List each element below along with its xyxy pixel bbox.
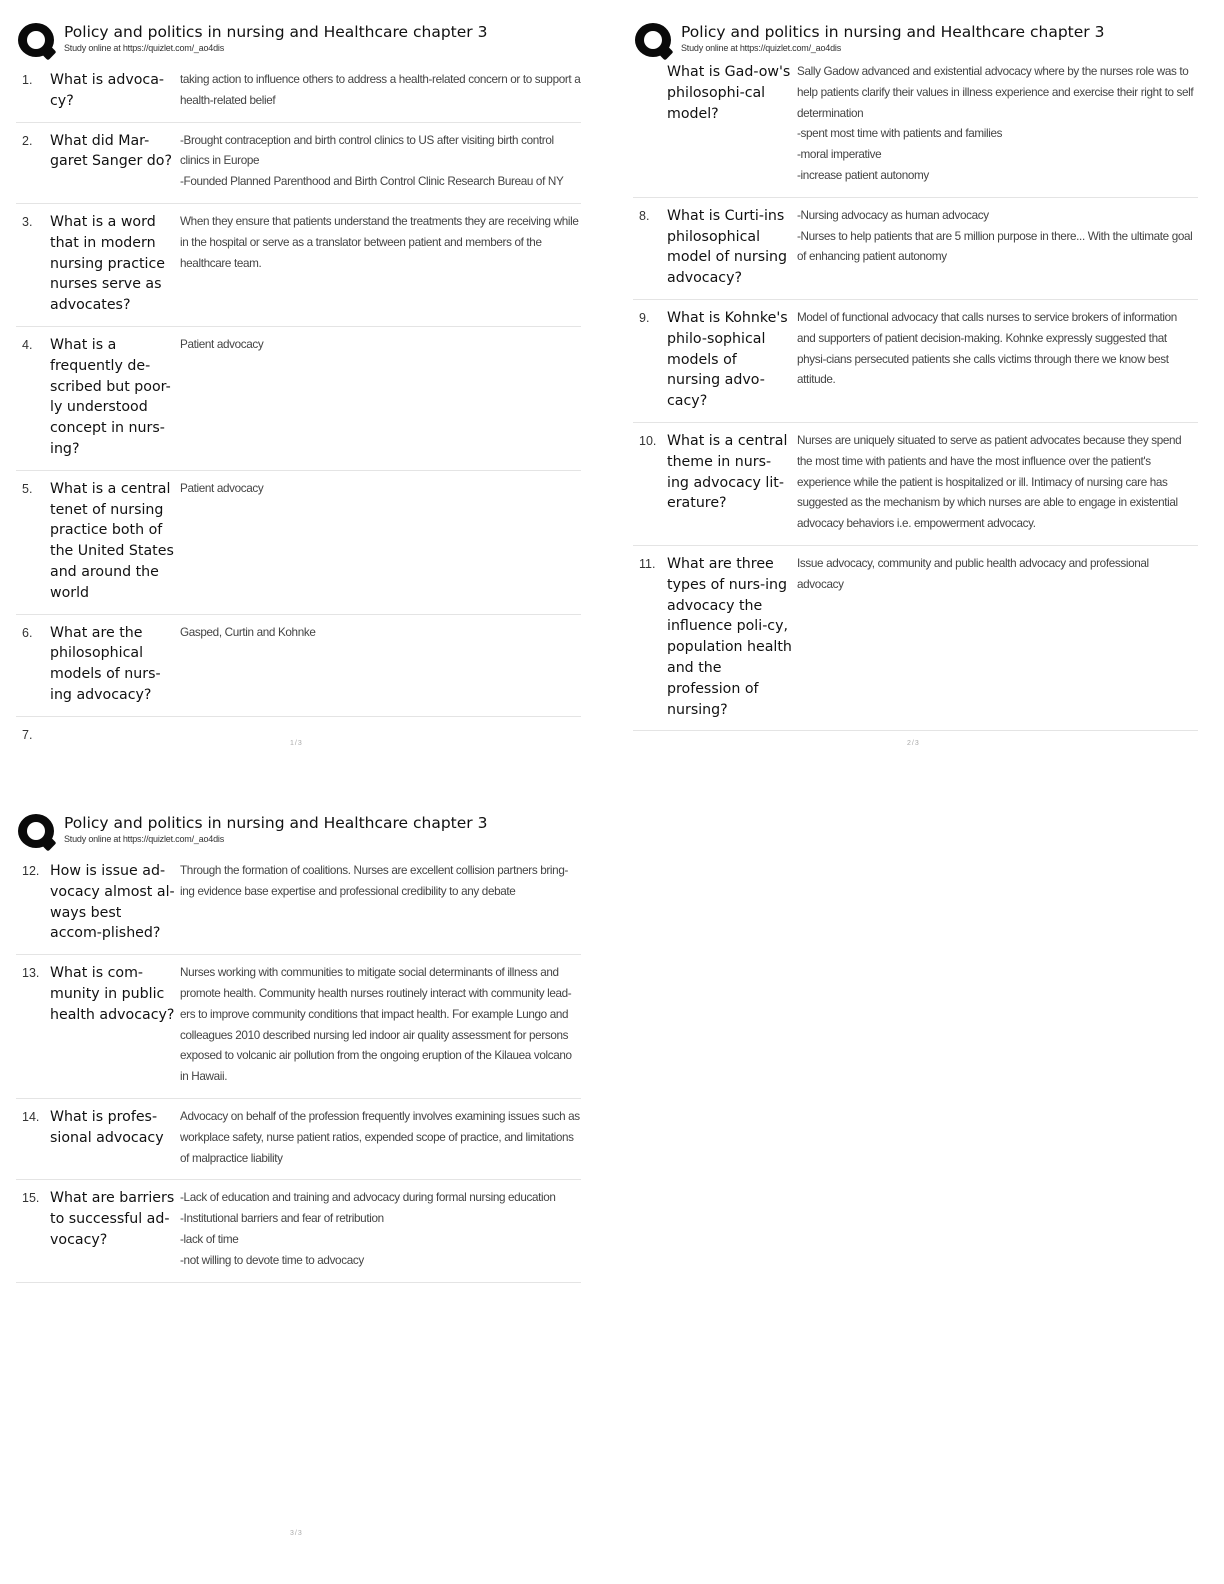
- card-term: What is a word that in modern nursing practice nurses serve as advocates?: [50, 213, 166, 314]
- card-term: What did Mar-garet Sanger do?: [50, 132, 173, 170]
- card-term: What is a central theme in nurs-ing advocacy lit-erature?: [667, 432, 788, 512]
- study-online-link[interactable]: Study online at https://quizlet.com/_ao4dis: [64, 834, 225, 844]
- flashcard: [633, 60, 1198, 198]
- card-term: How is issue ad-vocacy almost al-ways best accom-plished?: [50, 863, 175, 942]
- card-definition: Issue advocacy, community and public health advocacy and professional advocacy: [797, 556, 1149, 591]
- card-definition: Patient advocacy: [180, 481, 264, 495]
- quizlet-logo-icon: [633, 20, 673, 60]
- card-definition: When they ensure that patients understand the treatments they are receiving while in the hospital or serve as a translator between patient and members of the healthcare team.: [180, 214, 579, 270]
- flashcard: [16, 955, 581, 1099]
- card-number: 1.: [22, 73, 33, 87]
- card-number: 6.: [22, 625, 33, 640]
- quizlet-logo-icon: [16, 20, 56, 60]
- card-definition: -Nursing advocacy as human advocacy -Nurses to help patients that are 5 million purpose in there... With the ultimate goal of enhancing patient autonomy: [797, 208, 1193, 264]
- study-online-link[interactable]: Study online at https://quizlet.com/_ao4dis: [681, 43, 842, 53]
- card-number: 2.: [22, 133, 33, 148]
- page-header: [633, 20, 1198, 60]
- card-number: 14.: [22, 1109, 40, 1124]
- page-title: Policy and politics in nursing and Healthcare chapter 3: [64, 23, 488, 41]
- page-header: [16, 811, 581, 853]
- flashcard: [16, 123, 581, 204]
- card-definition: Gasped, Curtin and Kohnke: [180, 625, 316, 639]
- card-term: What is a central tenet of nursing practice both of the United States and around the world: [50, 480, 174, 601]
- page-2: [633, 20, 1198, 731]
- quizlet-logo-icon: [16, 811, 56, 851]
- card-term: What are three types of nurs-ing advocacy the influence poli-cy, population health and the profession of nursing?: [667, 555, 792, 718]
- card-term: What is a frequently de-scribed but poor-ly understood concept in nurs-ing?: [50, 336, 171, 457]
- page-header: [16, 20, 581, 62]
- page-number: 3/3: [290, 1530, 303, 1537]
- card-term: What is Gad-ow's philosophi-cal model?: [667, 64, 791, 122]
- card-term: What are barriers to successful ad-vocacy?: [50, 1190, 175, 1248]
- flashcard: [16, 615, 581, 717]
- card-number: 8.: [639, 208, 650, 223]
- card-definition: Advocacy on behalf of the profession frequently involves examining issues such as workplace safety, nurse patient ratios, expended scope of practice, and limitations of malpractice liability: [180, 1109, 580, 1165]
- flashcard: [633, 423, 1198, 546]
- card-number: 11.: [639, 556, 656, 571]
- flashcard: [16, 853, 581, 955]
- page-3: [16, 811, 581, 1283]
- card-definition: -Brought contraception and birth control clinics to US after visiting birth control clinics in Europe -Founded Planned Parenthood and Birth Control Clinic Research Bureau of NY: [180, 133, 564, 189]
- page-title: Policy and politics in nursing and Healthcare chapter 3: [64, 814, 488, 832]
- card-number: 13.: [22, 966, 40, 981]
- card-definition: Sally Gadow advanced and existential advocacy where by the nurses role was to help patients clarify their values in illness experience and exercise their right to self determination -spent most time with patients and families -moral imperative -increase patient autonomy: [797, 65, 1194, 182]
- card-number: [633, 62, 667, 187]
- flashcard: [633, 198, 1198, 300]
- flashcard: [16, 1099, 581, 1180]
- page-number: 1/3: [290, 740, 303, 747]
- flashcard: [16, 327, 581, 471]
- card-term: What is Curti-ins philosophical model of nursing advocacy?: [667, 207, 788, 287]
- flashcard: [16, 471, 581, 615]
- card-number: 5.: [22, 481, 33, 496]
- card-number: 15.: [22, 1191, 40, 1206]
- study-online-link[interactable]: Study online at https://quizlet.com/_ao4dis: [64, 43, 225, 53]
- flashcard: [16, 1180, 581, 1282]
- card-term: What is com-munity in public health advocacy?: [50, 965, 175, 1023]
- card-definition: -Lack of education and training and advocacy during formal nursing education -Institutional barriers and fear of retribution -lack of time -not willing to devote time to advocacy: [180, 1191, 556, 1267]
- card-definition: Nurses working with communities to mitigate social determinants of illness and promote health. Community health nurses routinely interact with community lead-ers to improve community conditions that impact health. For example Lungo and colleagues 2010 described nursing led indoor air quality assessment for persons exposed to volcanic air pollution from the ongoing eruption of the Kilauea volcano in Hawaii.: [180, 966, 572, 1084]
- card-definition: Nurses are uniquely situated to serve as patient advocates because they spend the most time with patients and have the most influence over the patient's experience while the patient is hospitalized or ill. Intimacy of nursing care has suggested as the mechanism by which nurses are able to engage in existential advocacy behaviors i.e. empowerment advocacy.: [797, 433, 1182, 531]
- card-number: 10.: [639, 433, 657, 448]
- card-definition: Patient advocacy: [180, 337, 264, 351]
- flashcard: [16, 62, 581, 123]
- page-title: Policy and politics in nursing and Healthcare chapter 3: [681, 23, 1105, 41]
- card-term: What is advoca-cy?: [50, 72, 165, 109]
- page-1: [16, 20, 581, 755]
- flashcard: [16, 717, 581, 755]
- card-definition: Model of functional advocacy that calls nurses to service brokers of information and supporters of patient decision-making. Kohnke expressly suggested that physi-cians persecuted patients she calls victims through there we know best attitude.: [797, 310, 1177, 387]
- card-number: 9.: [639, 310, 650, 325]
- card-definition: [180, 725, 581, 745]
- card-definition: taking action to influence others to address a health-related concern or to support a health-related belief: [180, 73, 581, 107]
- card-term: [50, 725, 180, 745]
- card-number: 7.: [22, 727, 33, 742]
- card-number: 12.: [22, 864, 40, 878]
- card-term: What is profes-sional advocacy: [50, 1108, 164, 1146]
- flashcard: [16, 204, 581, 327]
- card-definition: Through the formation of coalitions. Nurses are excellent collision partners bring-ing evidence base expertise and professional credibility to any debate: [180, 864, 569, 898]
- flashcard: [633, 300, 1198, 423]
- page-number: 2/3: [907, 740, 920, 747]
- card-term: What is Kohnke's philo-sophical models of nursing advo-cacy?: [667, 309, 788, 410]
- card-term: What are the philosophical models of nurs-ing advocacy?: [50, 624, 161, 703]
- card-number: 4.: [22, 337, 33, 352]
- flashcard: [633, 546, 1198, 731]
- card-number: 3.: [22, 214, 33, 229]
